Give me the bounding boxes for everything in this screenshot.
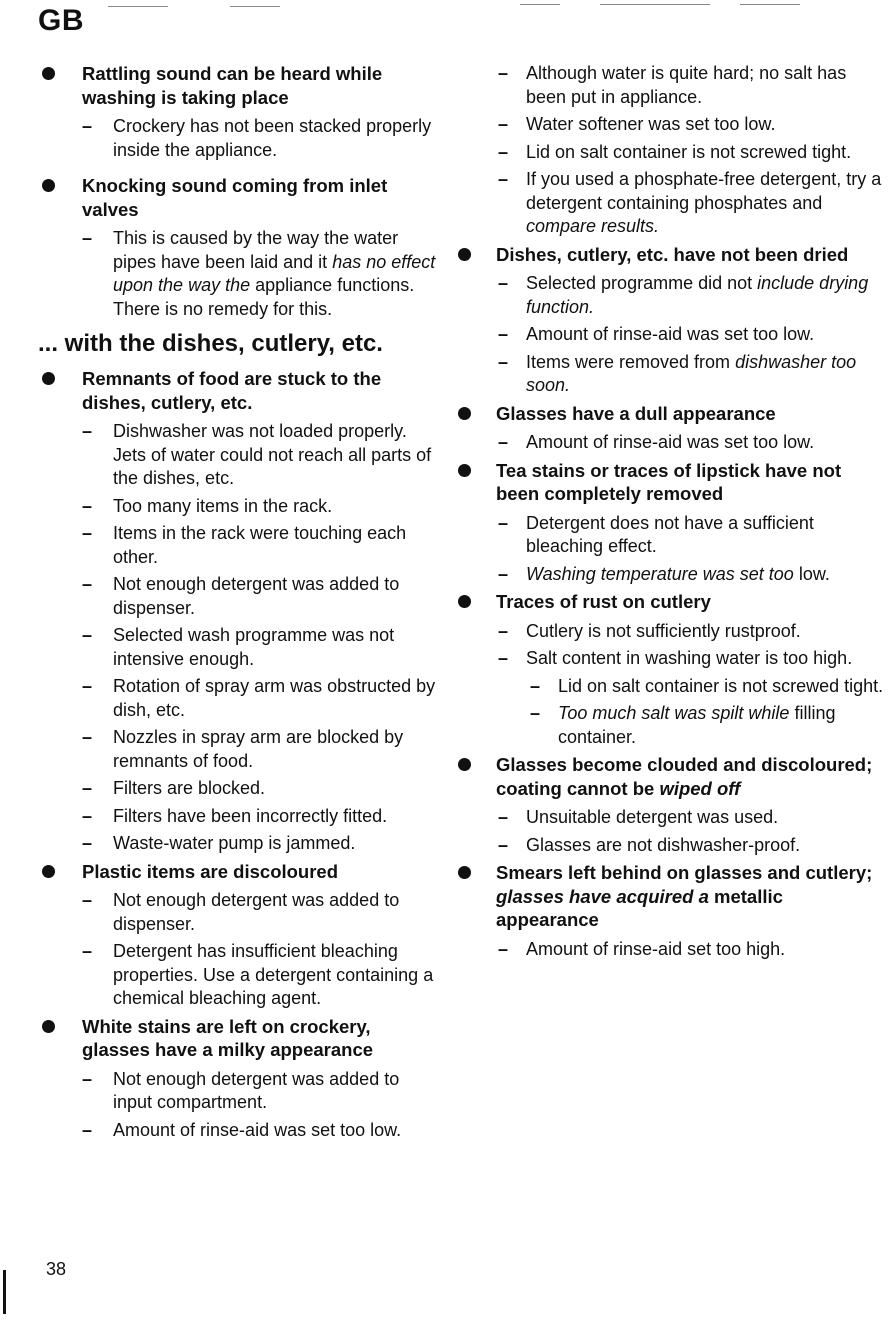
problem-heading: Dishes, cutlery, etc. have not been dried [458,243,888,267]
cause-item: – Although water is quite hard; no salt has been put in appliance. [498,63,847,107]
top-rule [740,4,800,5]
cause-item: – Filters are blocked. [82,778,266,798]
cause-item: – Items were removed from dishwasher too soon. [498,351,857,395]
sub-cause-item: – Lid on salt container is not screwed tight. [530,675,884,696]
problem-heading: Tea stains or traces of lipstick have not been completely removed [458,459,888,506]
problem-heading: Glasses have a dull appearance [458,402,888,426]
top-rule [520,4,560,5]
cause-item: – Lid on salt container is not screwed tight. [498,141,852,162]
cause-item: – Dishwasher was not loaded properly. Jets of water could not reach all parts of the dishes, etc. [82,421,432,488]
left-column [38,62,438,1146]
bullet-icon [42,865,55,878]
problem-heading: Glasses become clouded and discoloured; coating cannot be wiped off [458,753,888,800]
cause-item: – Items in the rack were touching each other. [82,523,407,567]
top-rule [600,4,710,5]
page-number: 38 [46,1259,67,1279]
problem-heading: Knocking sound coming from inlet valves [38,174,438,221]
cause-item: – Rotation of spray arm was obstructed by dish, etc. [82,676,436,720]
top-rule [230,6,280,7]
top-rule [108,6,168,7]
cause-item: – Cutlery is not sufficiently rustproof. [498,620,801,641]
bullet-icon [42,67,55,80]
bullet-icon [42,372,55,385]
section-title: ... with the dishes, cutlery, etc. [38,330,383,357]
problem-heading: Smears left behind on glasses and cutlery; glasses have acquired a metallic appearance [458,861,888,932]
cause-item: – Detergent does not have a sufficient bleaching effect. [498,512,814,556]
problem-heading: Traces of rust on cutlery [458,590,888,614]
cause-item: – Filters have been incorrectly fitted. [82,805,388,826]
sub-cause-item: – Too much salt was spilt while filling container. [530,703,836,747]
cause-item: – Water softener was set too low. [498,114,776,134]
cause-item: – Too many items in the rack. [82,495,333,516]
cause-item: – Amount of rinse-aid was set too low. [498,324,815,344]
cause-item: – Washing temperature was set too low. [498,563,830,584]
bullet-icon [458,595,471,608]
cause-item: – Selected wash programme was not intensive enough. [82,625,395,669]
cause-item: – Unsuitable detergent was used. [498,807,779,827]
bullet-icon [458,407,471,420]
cause-item: – This is caused by the way the water pipes have been laid and it has no effect upon the way the appliance functions. There is no remedy for this. [82,228,436,319]
bullet-icon [42,1020,55,1033]
bullet-icon [458,866,471,879]
bullet-icon [458,464,471,477]
language-code: GB [38,4,84,37]
cause-item: – Waste-water pump is jammed. [82,833,356,853]
margin-bar [3,1270,6,1314]
problem-heading: Remnants of food are stuck to the dishes, cutlery, etc. [38,367,438,414]
cause-item: – Nozzles in spray arm are blocked by remnants of food. [82,727,404,771]
right-column [458,62,888,965]
cause-item: – Selected programme did not include drying function. [498,273,869,317]
cause-item: – If you used a phosphate-free detergent, try a detergent containing phosphates and compare results. [498,169,882,236]
cause-item: – Salt content in washing water is too high. [498,648,853,668]
cause-item: – Amount of rinse-aid set too high. [498,938,786,959]
cause-item: – Amount of rinse-aid was set too low. [82,1119,402,1140]
cause-item: – Glasses are not dishwasher-proof. [498,834,801,855]
bullet-icon [42,179,55,192]
cause-item: – Detergent has insufficient bleaching properties. Use a detergent containing a chemical bleaching agent. [82,941,434,1008]
cause-item: – Not enough detergent was added to dispenser. [82,890,400,934]
cause-item: – Amount of rinse-aid was set too low. [498,432,815,452]
cause-item: – Not enough detergent was added to dispenser. [82,574,400,618]
bullet-icon [458,248,471,261]
bullet-icon [458,758,471,771]
problem-heading: Rattling sound can be heard while washing is taking place [38,62,438,109]
problem-heading: Plastic items are discoloured [38,860,438,884]
problem-heading: White stains are left on crockery, glasses have a milky appearance [38,1015,438,1062]
cause-item: – Crockery has not been stacked properly inside the appliance. [82,116,432,160]
cause-item: – Not enough detergent was added to input compartment. [82,1068,400,1112]
